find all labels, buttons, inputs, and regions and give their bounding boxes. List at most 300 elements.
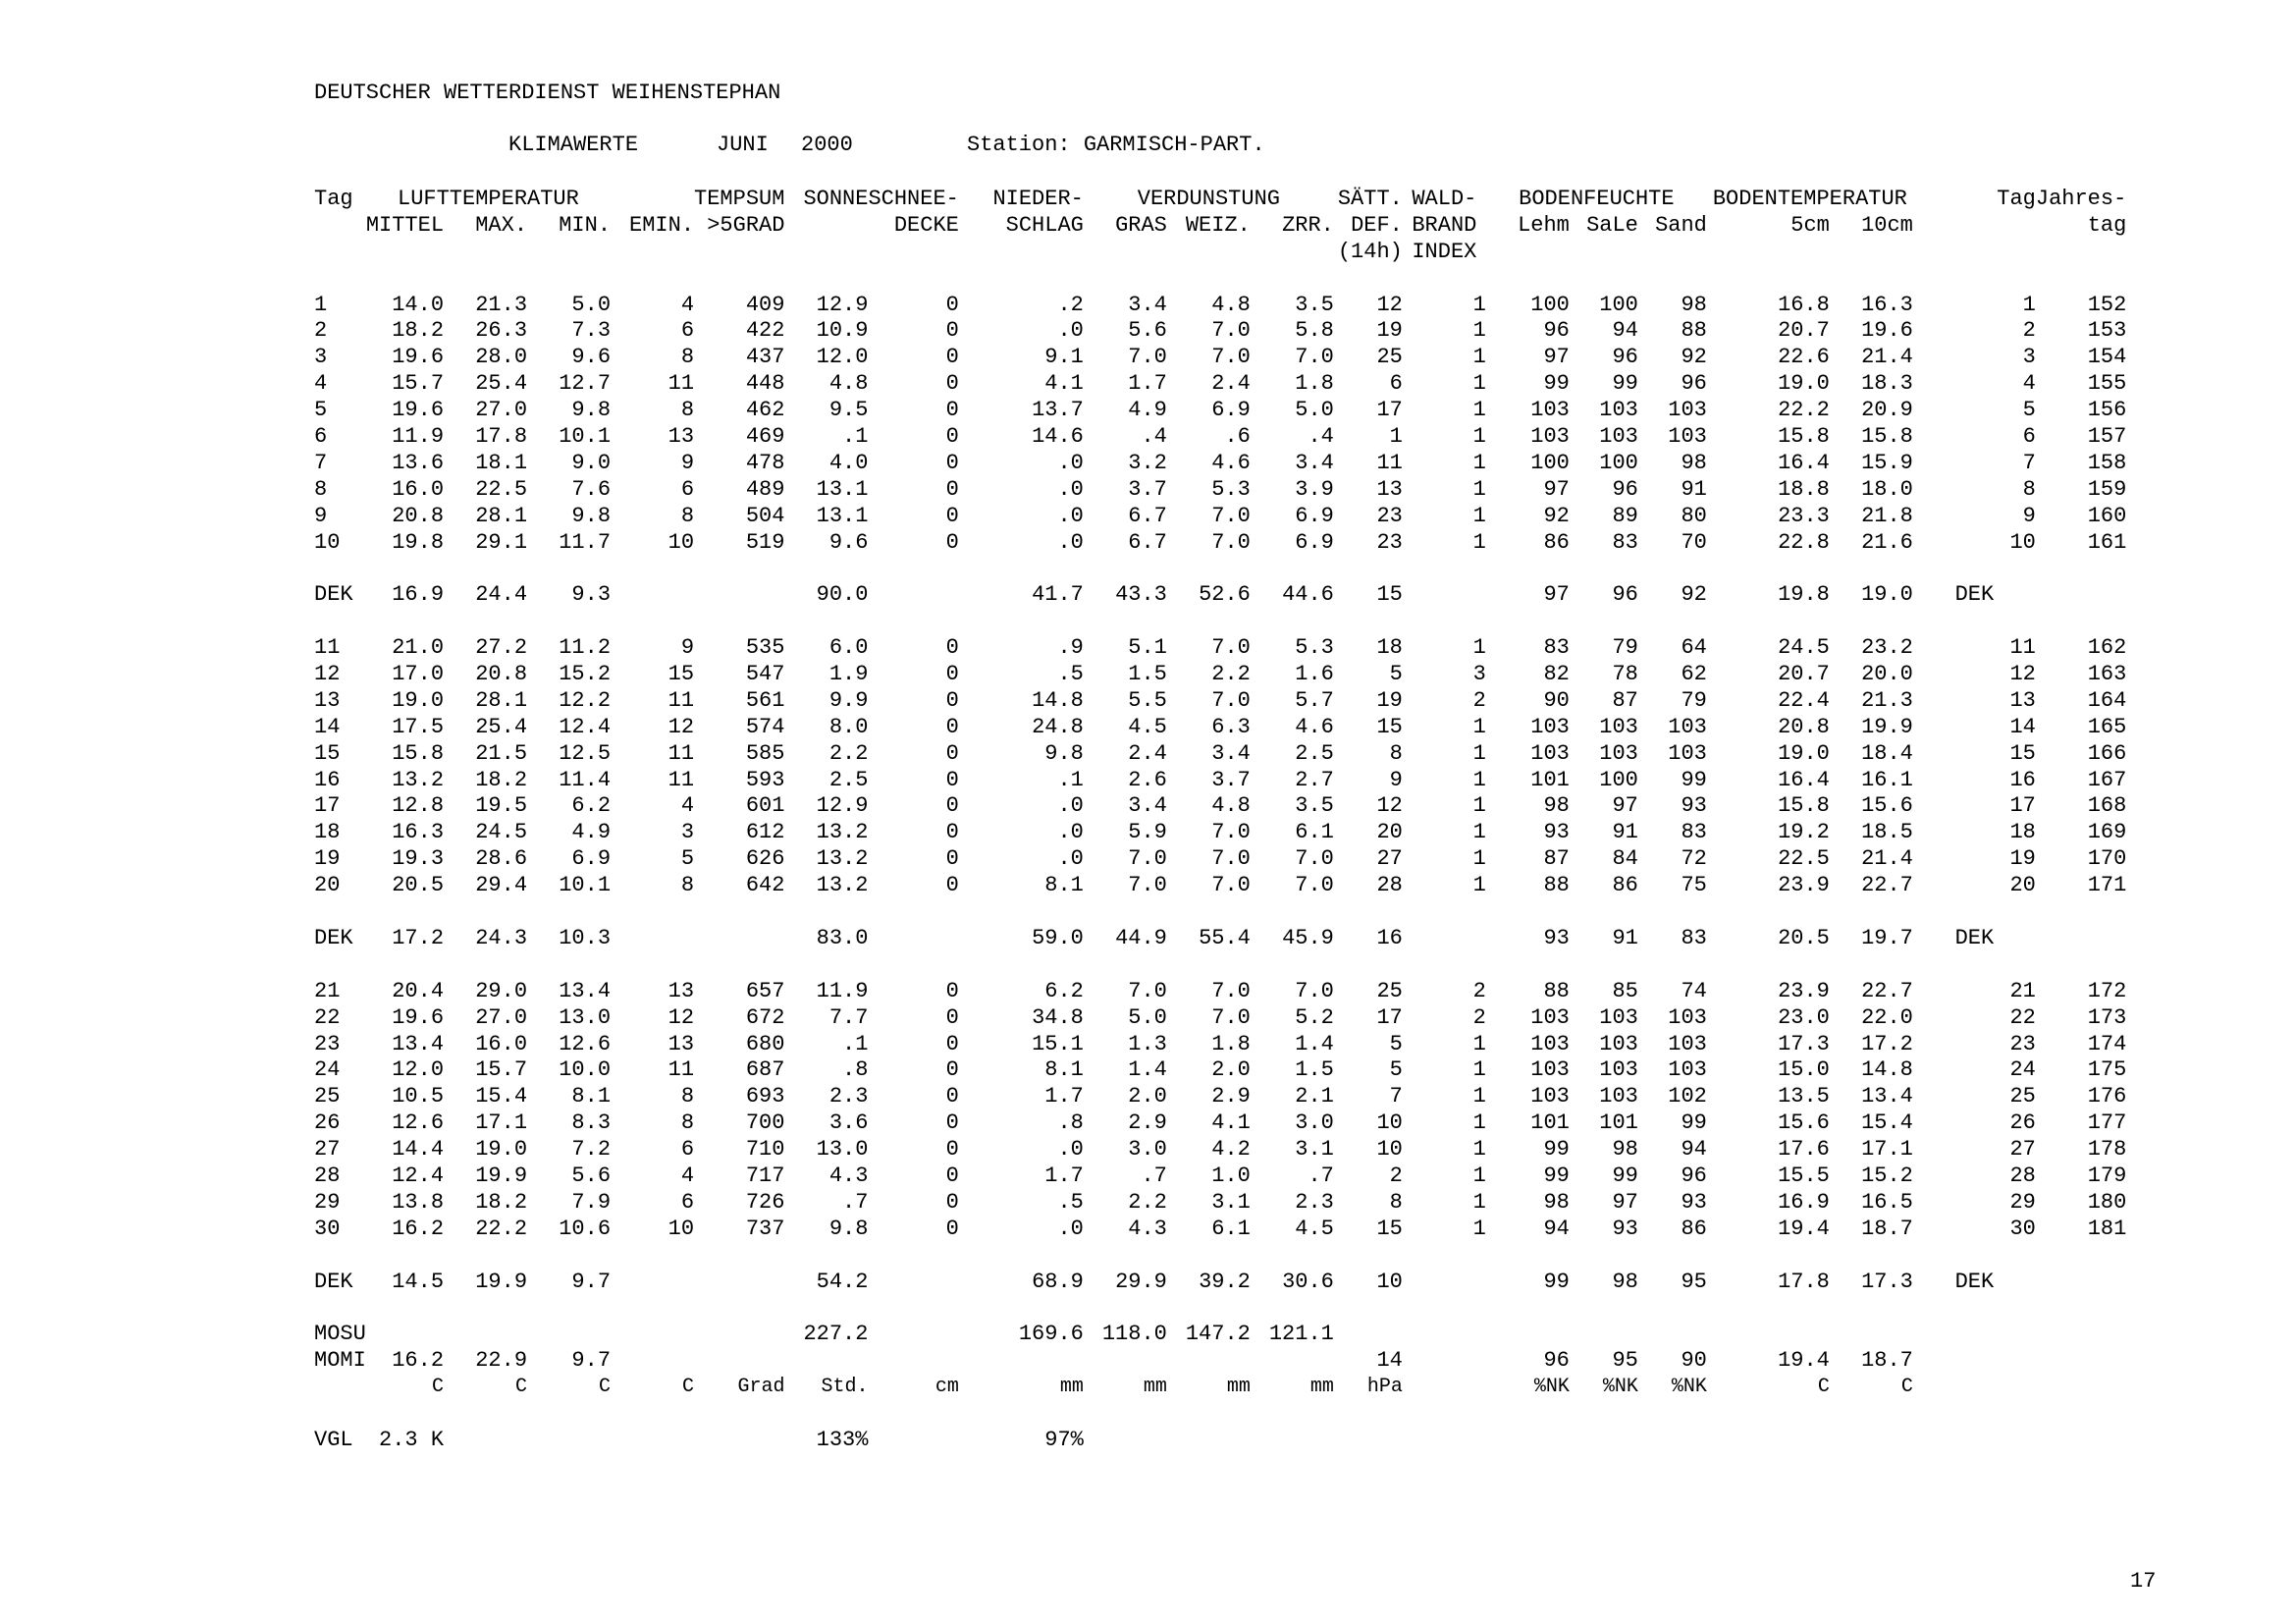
table-cell: 21.4: [1861, 846, 1913, 872]
table-cell: 1.7: [1044, 1163, 1084, 1188]
table-cell: 24.8: [1032, 714, 1084, 739]
table-cell: 22.2: [475, 1216, 528, 1241]
col-header: [1830, 240, 1913, 266]
table-cell: 3.4: [1128, 292, 1167, 317]
table-cell: 2: [1472, 978, 1486, 1003]
col-header: MAX.: [475, 212, 528, 238]
table-cell: 96: [1681, 1163, 1707, 1188]
dek-row: [314, 926, 2126, 952]
table-cell: 1: [1472, 529, 1486, 555]
table-cell: 166: [2087, 740, 2127, 766]
table-cell: mm: [1309, 1376, 1334, 1399]
table-cell: 19: [2009, 846, 2036, 872]
table-cell: 20.8: [392, 503, 445, 528]
table-cell: 6.7: [1128, 529, 1167, 555]
table-cell: 13.8: [392, 1189, 445, 1215]
col-header: BODENTEMPERATUR: [1712, 187, 1907, 211]
table-cell: 1: [1472, 873, 1486, 898]
table-row: [314, 846, 2126, 873]
table-cell: 2.0: [1211, 1057, 1251, 1083]
table-cell: 27.0: [475, 1004, 528, 1030]
table-cell: 24: [314, 1057, 341, 1083]
table-cell: [694, 1348, 784, 1375]
table-cell: 25.4: [475, 371, 528, 397]
table-cell: 18.5: [1861, 820, 1913, 845]
table-cell: 680: [745, 1031, 785, 1056]
table-cell: 12.5: [559, 740, 612, 766]
table-cell: 1: [1472, 450, 1486, 475]
table-cell: 0: [945, 687, 959, 713]
table-cell: 19: [1376, 687, 1403, 713]
table-cell: 0: [945, 767, 959, 792]
table-cell: 0: [945, 318, 959, 344]
table-cell: 14.8: [1032, 687, 1084, 713]
table-cell: 4.8: [1211, 793, 1251, 819]
table-cell: 3.4: [1128, 793, 1167, 819]
table-cell: .2: [1057, 292, 1084, 317]
table-cell: 79: [1612, 635, 1638, 661]
table-cell: 657: [745, 978, 785, 1003]
table-cell: [1084, 1428, 1167, 1454]
table-cell: 13.4: [559, 978, 612, 1003]
col-header: [1913, 213, 2036, 240]
table-cell: 103: [1530, 1031, 1570, 1056]
col-header: SONNE: [803, 187, 869, 211]
table-cell: 25: [1376, 978, 1403, 1003]
table-cell: 21: [314, 978, 341, 1003]
table-cell: 23.9: [1778, 978, 1830, 1003]
table-cell: 15.4: [475, 1084, 528, 1109]
table-cell: 15.7: [475, 1057, 528, 1083]
table-cell: 7.0: [1211, 873, 1251, 898]
table-cell: 6.9: [1211, 398, 1251, 423]
table-cell: 25: [1376, 345, 1403, 370]
table-cell: 12: [2009, 662, 2036, 687]
table-cell: 18: [314, 820, 341, 845]
table-cell: 20.4: [392, 978, 445, 1003]
table-cell: 1: [1472, 1189, 1486, 1215]
table-cell: 14.6: [1032, 424, 1084, 450]
table-cell: 19.9: [475, 1163, 528, 1188]
table-cell: 422: [745, 318, 785, 344]
table-cell: 41.7: [1032, 582, 1084, 608]
table-cell: 23: [314, 1031, 341, 1056]
table-cell: 97: [1612, 1189, 1638, 1215]
table-cell: 17: [314, 793, 341, 819]
table-cell: 1: [1472, 424, 1486, 450]
climate-table: [314, 187, 2126, 1454]
table-cell: 12.7: [559, 371, 612, 397]
table-cell: C: [432, 1376, 445, 1399]
table-row: [314, 1005, 2126, 1032]
table-cell: 3.2: [1128, 450, 1167, 475]
table-cell: 181: [2087, 1216, 2127, 1241]
table-cell: 9: [314, 503, 328, 528]
table-cell: 8.1: [1044, 1057, 1084, 1083]
table-cell: 12: [667, 1004, 695, 1030]
table-cell: 4.5: [1128, 714, 1167, 739]
table-cell: 95: [1681, 1269, 1707, 1294]
report-organization: DEUTSCHER WETTERDIENST WEIHENSTEPHAN: [314, 81, 781, 105]
table-cell: 7.0: [1211, 318, 1251, 344]
table-cell: 5.7: [1295, 687, 1334, 713]
table-cell: 22.2: [1778, 398, 1830, 423]
table-cell: 103: [1668, 1004, 1707, 1030]
report-year: 2000: [801, 133, 853, 157]
table-cell: 0: [945, 1057, 959, 1083]
table-cell: 3.0: [1295, 1110, 1334, 1136]
table-cell: 3.4: [1295, 450, 1334, 475]
table-cell: 4.9: [571, 820, 612, 845]
table-cell: 11.7: [559, 529, 612, 555]
table-cell: [444, 1322, 527, 1348]
col-header: tag: [2087, 212, 2127, 238]
table-cell: 155: [2087, 371, 2127, 397]
table-cell: 88: [1543, 873, 1570, 898]
units-row: [314, 1375, 2126, 1401]
table-cell: 103: [1530, 1004, 1570, 1030]
table-cell: 96: [1543, 1348, 1570, 1374]
table-cell: 1: [1472, 503, 1486, 528]
table-cell: 16.9: [392, 582, 445, 608]
table-cell: 15.2: [1861, 1163, 1913, 1188]
dek-row: [314, 582, 2126, 609]
table-cell: 12.8: [392, 793, 445, 819]
table-cell: 13.2: [392, 767, 445, 792]
table-row: [314, 793, 2126, 820]
table-cell: 28: [2009, 1163, 2036, 1188]
table-cell: 87: [1543, 846, 1570, 872]
table-cell: 174: [2087, 1031, 2127, 1056]
table-cell: 27: [1376, 846, 1403, 872]
table-cell: 10: [667, 529, 695, 555]
table-cell: 8: [680, 345, 695, 370]
table-cell: 7.0: [1211, 345, 1251, 370]
col-header: MITTEL: [365, 212, 445, 238]
table-cell: 22.5: [1778, 846, 1830, 872]
table-cell: 16.3: [392, 820, 445, 845]
table-cell: 0: [945, 873, 959, 898]
table-cell: 93: [1543, 925, 1570, 950]
table-cell: 21.4: [1861, 345, 1913, 370]
table-cell: 68.9: [1032, 1269, 1084, 1294]
table-cell: 7.3: [571, 318, 612, 344]
table-cell: 83: [1681, 820, 1707, 845]
table-cell: 14.4: [392, 1137, 445, 1163]
table-cell: 0: [945, 1084, 959, 1109]
table-cell: 30.6: [1282, 1269, 1334, 1294]
table-cell: C: [1817, 1376, 1830, 1399]
table-cell: 24.4: [475, 582, 528, 608]
table-cell: 158: [2087, 450, 2127, 475]
table-cell: [694, 1428, 784, 1454]
table-cell: 101: [1530, 767, 1570, 792]
table-cell: hPa: [1366, 1376, 1403, 1399]
table-cell: 93: [1612, 1216, 1638, 1241]
table-cell: 12: [667, 714, 695, 739]
table-row: [314, 1084, 2126, 1110]
table-cell: 2: [314, 318, 328, 344]
table-cell: 6: [1389, 371, 1403, 397]
spacer-cell: [314, 1401, 2126, 1428]
table-row: [314, 1032, 2126, 1058]
table-cell: 0: [945, 424, 959, 450]
table-cell: 0: [945, 1216, 959, 1241]
table-cell: 4.8: [828, 371, 869, 397]
table-cell: %NK: [1533, 1376, 1570, 1399]
table-row: [314, 820, 2126, 846]
table-cell: 12.2: [559, 687, 612, 713]
col-header: MIN.: [559, 212, 612, 238]
table-cell: 10: [2009, 529, 2036, 555]
header-row-3: [314, 240, 2126, 266]
table-cell: 18.8: [1778, 476, 1830, 502]
table-cell: 1.8: [1211, 1031, 1251, 1056]
table-cell: 15.7: [392, 371, 445, 397]
table-cell: 118.0: [1101, 1322, 1167, 1347]
table-cell: 22.5: [475, 476, 528, 502]
table-cell: 12: [1376, 292, 1403, 317]
table-cell: 25: [314, 1084, 341, 1109]
table-cell: 9.8: [571, 503, 612, 528]
table-cell: 20: [314, 873, 341, 898]
table-row: [314, 398, 2126, 424]
table-cell: 27: [2009, 1137, 2036, 1163]
table-cell: 3.1: [1211, 1189, 1251, 1215]
spacer-cell: [314, 952, 2126, 979]
table-cell: [868, 926, 958, 952]
table-cell: [1570, 1322, 1638, 1348]
table-cell: [868, 1428, 958, 1454]
table-cell: 710: [745, 1137, 785, 1163]
col-header: [2036, 240, 2126, 266]
table-cell: 11: [667, 687, 695, 713]
table-cell: 19.9: [475, 1269, 528, 1294]
table-row: [314, 979, 2126, 1005]
table-cell: 1: [1472, 1137, 1486, 1163]
table-cell: 20.8: [1778, 714, 1830, 739]
table-row: [314, 715, 2126, 741]
table-cell: 3.1: [1295, 1137, 1334, 1163]
col-header: EMIN.: [629, 212, 695, 238]
table-cell: 7.2: [571, 1137, 612, 1163]
spacer-row: [314, 1243, 2126, 1270]
table-row: [314, 504, 2126, 530]
table-cell: 2.2: [828, 740, 869, 766]
table-cell: 3.4: [1211, 740, 1251, 766]
table-cell: 6.9: [1295, 503, 1334, 528]
table-cell: 55.4: [1199, 925, 1251, 950]
table-cell: 6.9: [571, 846, 612, 872]
table-cell: 0: [945, 1189, 959, 1215]
table-cell: [611, 1322, 694, 1348]
table-cell: 83: [1543, 635, 1570, 661]
table-cell: 4.9: [1128, 398, 1167, 423]
table-cell: 19.2: [1778, 820, 1830, 845]
table-cell: [2036, 1428, 2126, 1454]
table-cell: 20: [2009, 873, 2036, 898]
table-cell: [1638, 1322, 1707, 1348]
table-cell: 0: [945, 1137, 959, 1163]
table-cell: 27.0: [475, 398, 528, 423]
table-cell: 0: [945, 1163, 959, 1188]
table-cell: 2.2: [1128, 1189, 1167, 1215]
table-cell: 0: [945, 662, 959, 687]
table-cell: 94: [1681, 1137, 1707, 1163]
table-cell: 103: [1668, 740, 1707, 766]
table-cell: 1: [1472, 1163, 1486, 1188]
table-cell: 18.2: [475, 767, 528, 792]
table-cell: 8: [680, 873, 695, 898]
table-cell: 153: [2087, 318, 2127, 344]
table-cell: 16.3: [1861, 292, 1913, 317]
table-cell: 3.6: [828, 1110, 869, 1136]
table-cell: 101: [1530, 1110, 1570, 1136]
table-cell: [1403, 1375, 1486, 1401]
table-cell: 89: [1612, 503, 1638, 528]
col-header: [1251, 240, 1334, 266]
table-cell: mm: [1143, 1376, 1167, 1399]
col-header: [1638, 240, 1707, 266]
table-row: [314, 688, 2126, 715]
table-cell: 19.9: [1861, 714, 1913, 739]
table-cell: 4.1: [1211, 1110, 1251, 1136]
table-cell: 4.5: [1295, 1216, 1334, 1241]
table-cell: 0: [945, 978, 959, 1003]
table-cell: 24.5: [475, 820, 528, 845]
table-cell: 8: [680, 398, 695, 423]
col-header: GRAS: [1115, 212, 1167, 238]
table-cell: 4.6: [1211, 450, 1251, 475]
table-cell: 5.3: [1295, 635, 1334, 661]
table-cell: 27.2: [475, 635, 528, 661]
table-cell: 93: [1681, 1189, 1707, 1215]
table-cell: 2.5: [828, 767, 869, 792]
table-cell: 19.4: [1778, 1216, 1830, 1241]
table-cell: 13: [2009, 687, 2036, 713]
table-cell: 18.7: [1861, 1348, 1913, 1374]
table-cell: 90.0: [816, 582, 869, 608]
table-cell: 84: [1612, 846, 1638, 872]
table-cell: [1913, 1348, 2036, 1375]
table-cell: 24.3: [475, 925, 528, 950]
table-cell: 72: [1681, 846, 1707, 872]
table-cell: [1334, 1322, 1403, 1348]
table-cell: 5.0: [571, 292, 612, 317]
table-cell: 10.1: [559, 873, 612, 898]
table-cell: 3: [680, 820, 695, 845]
table-cell: 13.0: [816, 1137, 869, 1163]
table-cell: 1: [1472, 635, 1486, 661]
table-cell: 7.0: [1295, 846, 1334, 872]
table-cell: 8: [1389, 1189, 1403, 1215]
table-cell: .1: [842, 1031, 869, 1056]
col-header: BODENFEUCHTE: [1519, 187, 1675, 211]
table-cell: 91: [1612, 820, 1638, 845]
table-cell: 11: [1376, 450, 1403, 475]
table-cell: 1.5: [1128, 662, 1167, 687]
table-cell: .5: [1057, 1189, 1084, 1215]
climate-table-body: [314, 187, 2126, 1454]
table-cell: [314, 1375, 366, 1401]
table-cell: 1: [1472, 767, 1486, 792]
table-cell: 1: [314, 292, 328, 317]
table-cell: 86: [1612, 873, 1638, 898]
table-cell: 103: [1530, 398, 1570, 423]
table-cell: 1: [1472, 714, 1486, 739]
col-header: [1913, 240, 2036, 266]
spacer-cell: [314, 266, 2126, 293]
table-cell: 1.6: [1295, 662, 1334, 687]
table-cell: 11.9: [392, 424, 445, 450]
table-cell: 15.4: [1861, 1110, 1913, 1136]
spacer-cell: [314, 556, 2126, 582]
table-cell: 169.6: [1018, 1322, 1084, 1347]
table-cell: 19.0: [1778, 740, 1830, 766]
table-cell: [1251, 1428, 1334, 1454]
table-cell: [611, 1270, 694, 1296]
col-header: [314, 213, 366, 240]
spacer-row: [314, 952, 2126, 979]
table-cell: 20.9: [1861, 398, 1913, 423]
table-cell: 717: [745, 1163, 785, 1188]
table-cell: .0: [1057, 1216, 1084, 1241]
table-row: [314, 1057, 2126, 1084]
col-header: >5GRAD: [707, 212, 785, 238]
table-cell: 12.9: [816, 292, 869, 317]
table-cell: 18.0: [1861, 476, 1913, 502]
table-cell: 4.3: [1128, 1216, 1167, 1241]
table-cell: 0: [945, 793, 959, 819]
table-cell: 22.7: [1861, 873, 1913, 898]
table-cell: 103: [1530, 1057, 1570, 1083]
table-cell: 13.1: [816, 503, 869, 528]
table-cell: 103: [1668, 1057, 1707, 1083]
table-cell: 1.7: [1128, 371, 1167, 397]
table-cell: [868, 1270, 958, 1296]
table-cell: 18.2: [475, 1189, 528, 1215]
table-cell: 15.8: [1778, 793, 1830, 819]
col-header: 5cm: [1790, 212, 1830, 238]
table-cell: 97%: [1044, 1427, 1084, 1452]
table-cell: 177: [2087, 1110, 2127, 1136]
table-cell: 11: [667, 371, 695, 397]
table-cell: 2.7: [1295, 767, 1334, 792]
table-cell: 19.4: [1778, 1348, 1830, 1374]
col-header: [868, 240, 958, 266]
table-cell: 78: [1612, 662, 1638, 687]
table-cell: 17: [1376, 398, 1403, 423]
table-cell: MOSU: [314, 1322, 366, 1347]
table-cell: 5: [2022, 398, 2036, 423]
table-cell: 170: [2087, 846, 2127, 872]
table-cell: 15: [667, 662, 695, 687]
table-cell: 10.6: [559, 1216, 612, 1241]
table-cell: 28.0: [475, 345, 528, 370]
table-cell: .7: [842, 1189, 869, 1215]
table-cell: 1: [1472, 292, 1486, 317]
table-cell: 1: [1472, 398, 1486, 423]
col-header: [1486, 240, 1570, 266]
table-cell: 133%: [816, 1427, 869, 1452]
table-cell: 0: [945, 714, 959, 739]
table-cell: 11.2: [559, 635, 612, 661]
table-cell: 15.8: [1778, 424, 1830, 450]
table-cell: 0: [945, 529, 959, 555]
col-header: Sand: [1655, 212, 1707, 238]
table-cell: 7.0: [1295, 873, 1334, 898]
table-row: [314, 1217, 2126, 1243]
